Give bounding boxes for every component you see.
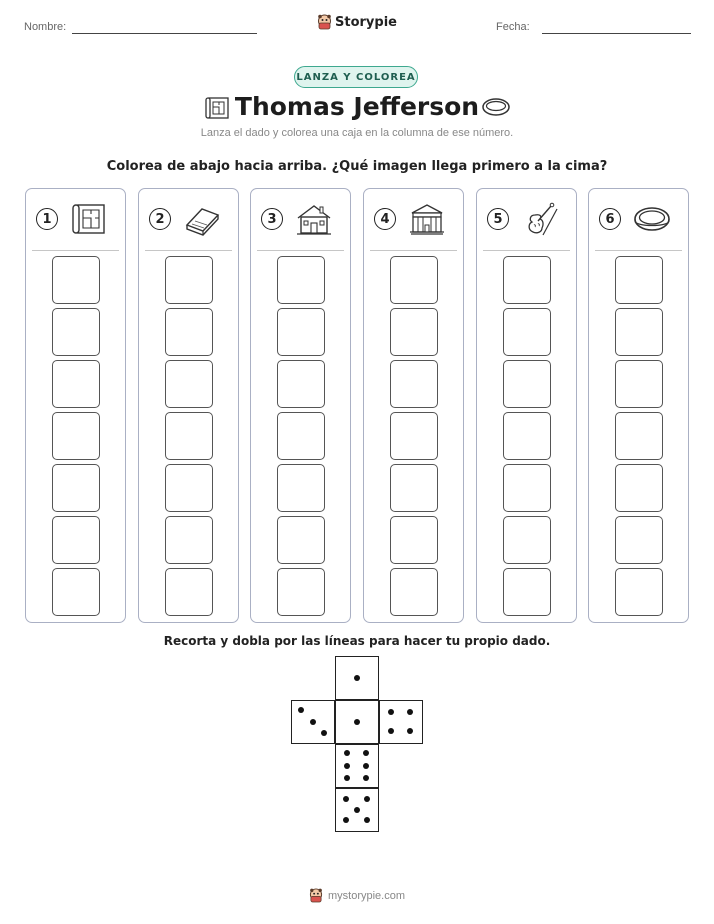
color-box[interactable] xyxy=(390,516,438,564)
column-header xyxy=(364,189,463,249)
dice-pip xyxy=(321,730,327,736)
column-4 xyxy=(363,188,464,623)
color-box[interactable] xyxy=(390,568,438,616)
capitol-building-icon xyxy=(408,201,446,237)
name-label: Nombre: xyxy=(24,21,67,33)
dice-face xyxy=(335,788,379,832)
column-header xyxy=(251,189,350,249)
color-box[interactable] xyxy=(390,464,438,512)
color-box[interactable] xyxy=(503,308,551,356)
column-6 xyxy=(588,188,689,623)
color-box[interactable] xyxy=(277,360,325,408)
page-title: Thomas Jefferson xyxy=(234,92,480,121)
column-number: 1 xyxy=(36,208,58,230)
blueprint-icon xyxy=(70,201,108,237)
color-box[interactable] xyxy=(615,464,663,512)
column-header xyxy=(26,189,125,249)
column-number: 6 xyxy=(599,208,621,230)
color-box[interactable] xyxy=(277,568,325,616)
dice-instruction: Recorta y dobla por las líneas para hacer tu propio dado. xyxy=(163,634,551,648)
dice-pip xyxy=(354,807,360,813)
dice-pip xyxy=(364,796,370,802)
activity-badge: LANZA Y COLOREA xyxy=(294,66,418,88)
column-3 xyxy=(250,188,351,623)
dice-pip xyxy=(310,719,316,725)
brand-logo xyxy=(0,14,714,30)
column-header xyxy=(477,189,576,249)
dice-pip xyxy=(363,775,369,781)
color-box[interactable] xyxy=(615,568,663,616)
column-divider xyxy=(595,250,682,251)
color-box[interactable] xyxy=(277,516,325,564)
column-header xyxy=(139,189,238,249)
color-box[interactable] xyxy=(615,308,663,356)
color-box[interactable] xyxy=(52,308,100,356)
dice-pip xyxy=(354,719,360,725)
color-box[interactable] xyxy=(615,360,663,408)
color-box[interactable] xyxy=(52,516,100,564)
dice-pip xyxy=(407,709,413,715)
column-divider xyxy=(483,250,570,251)
color-box[interactable] xyxy=(165,360,213,408)
color-box[interactable] xyxy=(390,308,438,356)
column-number: 5 xyxy=(487,208,509,230)
dice-pip xyxy=(363,750,369,756)
column-number: 3 xyxy=(261,208,283,230)
column-divider xyxy=(32,250,119,251)
dice-pip xyxy=(343,817,349,823)
dice-face xyxy=(335,744,379,788)
storypie-mascot-icon xyxy=(309,888,323,903)
dice-pip xyxy=(388,728,394,734)
column-divider xyxy=(257,250,344,251)
color-box[interactable] xyxy=(503,568,551,616)
ring-title-icon xyxy=(481,96,511,118)
dice-face xyxy=(291,700,335,744)
column-2 xyxy=(138,188,239,623)
dice-pip xyxy=(388,709,394,715)
color-box[interactable] xyxy=(615,516,663,564)
ring-icon xyxy=(633,201,671,237)
color-box[interactable] xyxy=(165,256,213,304)
color-box[interactable] xyxy=(52,412,100,460)
color-box[interactable] xyxy=(390,360,438,408)
dice-pip xyxy=(344,775,350,781)
color-box[interactable] xyxy=(52,360,100,408)
color-box[interactable] xyxy=(52,568,100,616)
column-divider xyxy=(370,250,457,251)
book-icon xyxy=(183,201,221,237)
color-box[interactable] xyxy=(615,256,663,304)
dice-pip xyxy=(364,817,370,823)
column-header xyxy=(589,189,688,249)
color-box[interactable] xyxy=(390,256,438,304)
column-divider xyxy=(145,250,232,251)
color-box[interactable] xyxy=(503,360,551,408)
color-box[interactable] xyxy=(52,256,100,304)
color-box[interactable] xyxy=(277,412,325,460)
dice-face xyxy=(379,700,423,744)
column-1 xyxy=(25,188,126,623)
storypie-mascot-icon xyxy=(317,14,332,30)
dice-pip xyxy=(298,707,304,713)
date-label: Fecha: xyxy=(496,21,530,33)
house-icon xyxy=(295,201,333,237)
color-box[interactable] xyxy=(165,516,213,564)
color-box[interactable] xyxy=(277,256,325,304)
dice-face xyxy=(335,700,379,744)
dice-pip xyxy=(407,728,413,734)
dice-pip xyxy=(354,675,360,681)
color-box[interactable] xyxy=(165,464,213,512)
color-box[interactable] xyxy=(503,516,551,564)
dice-face xyxy=(335,656,379,700)
column-number: 4 xyxy=(374,208,396,230)
color-box[interactable] xyxy=(503,256,551,304)
color-box[interactable] xyxy=(277,464,325,512)
date-line xyxy=(542,33,691,34)
color-box[interactable] xyxy=(390,412,438,460)
color-box[interactable] xyxy=(165,308,213,356)
color-box[interactable] xyxy=(165,568,213,616)
color-box[interactable] xyxy=(503,412,551,460)
dice-pip xyxy=(344,763,350,769)
violin-icon xyxy=(521,201,559,237)
page-subtitle: Lanza el dado y colorea una caja en la columna de ese número. xyxy=(200,127,514,139)
color-box[interactable] xyxy=(165,412,213,460)
color-box[interactable] xyxy=(615,412,663,460)
color-box[interactable] xyxy=(503,464,551,512)
coloring-instruction: Colorea de abajo hacia arriba. ¿Qué imagen llega primero a la cima? xyxy=(106,159,608,174)
column-5 xyxy=(476,188,577,623)
dice-pip xyxy=(363,763,369,769)
color-box[interactable] xyxy=(277,308,325,356)
color-box[interactable] xyxy=(52,464,100,512)
dice-pip xyxy=(344,750,350,756)
column-number: 2 xyxy=(149,208,171,230)
brand-name: Storypie xyxy=(335,14,397,30)
dice-pip xyxy=(343,796,349,802)
footer-url: mystorypie.com xyxy=(327,889,406,902)
name-line xyxy=(72,33,257,34)
footer xyxy=(0,888,714,903)
